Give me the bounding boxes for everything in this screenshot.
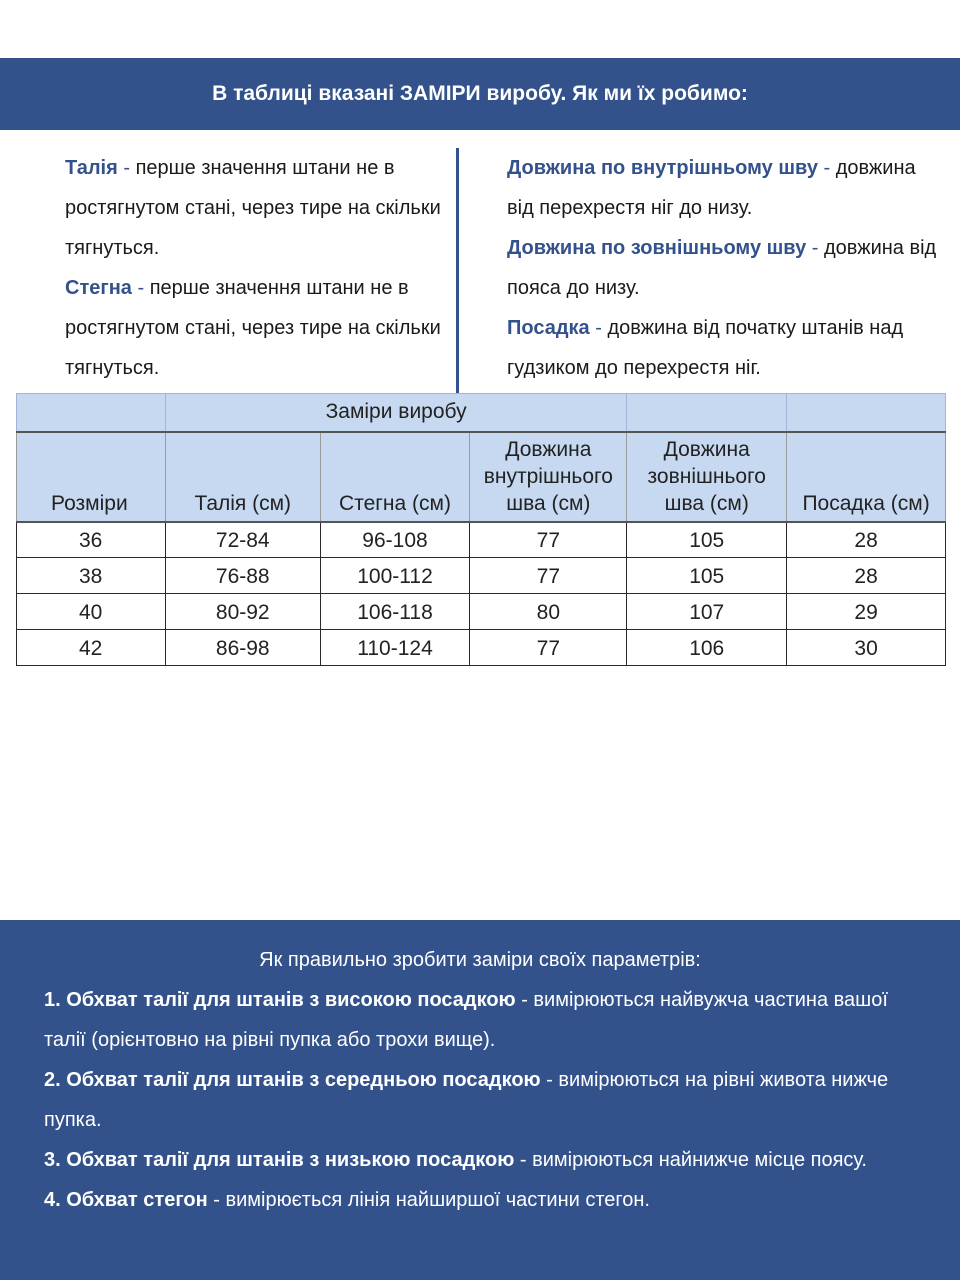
size-table <box>16 393 946 666</box>
table-cell: 96-108 <box>320 522 470 558</box>
definition-outseam <box>507 228 937 308</box>
table-cell: 72-84 <box>165 522 320 558</box>
definition-term: Посадка <box>507 317 590 339</box>
table-row <box>17 558 946 594</box>
tip-item <box>44 1140 934 1180</box>
definition-term: Талія <box>65 157 118 179</box>
table-banner-cell <box>627 394 787 432</box>
table-cell: 106 <box>627 630 787 666</box>
table-banner-cell <box>787 394 946 432</box>
definition-dash: - <box>589 317 608 339</box>
table-cell: 36 <box>17 522 166 558</box>
definition-inseam <box>507 148 937 228</box>
tips-list <box>44 980 934 1220</box>
table-cell: 40 <box>17 594 166 630</box>
header-line: зовнішнього <box>647 464 766 488</box>
definition-dash: - <box>806 237 824 259</box>
tip-item <box>44 980 934 1060</box>
definition-hips <box>65 268 445 388</box>
page-title-banner <box>0 58 960 130</box>
definitions-section <box>0 148 960 398</box>
tip-heading: 1. Обхват талії для штанів з високою посадкою <box>44 989 516 1011</box>
definition-text: довжина від пояса до низу. <box>507 237 937 299</box>
definition-text: довжина від початку штанів над гудзиком до перехрестя ніг. <box>507 317 904 379</box>
table-row <box>17 630 946 666</box>
column-header-waist: Талія (см) <box>165 432 320 522</box>
column-header-rise: Посадка (см) <box>787 432 946 522</box>
column-header-hips: Стегна (см) <box>320 432 470 522</box>
table-cell: 80 <box>470 594 627 630</box>
table-cell: 42 <box>17 630 166 666</box>
table-banner-row <box>17 394 946 432</box>
header-line: шва (см) <box>664 491 749 515</box>
tip-text: - вимірюються на рівні живота нижче пупка. <box>44 1069 889 1131</box>
measurement-tips-panel <box>0 920 960 1280</box>
tip-heading: 4. Обхват стегон <box>44 1189 208 1211</box>
tip-text: - вимірюються найнижче місце поясу. <box>514 1149 867 1171</box>
table-banner-title: Заміри виробу <box>165 394 626 432</box>
header-line: шва (см) <box>506 491 591 515</box>
definition-dash: - <box>131 277 150 299</box>
tips-title: Як правильно зробити заміри своїх параметрів: <box>259 949 701 971</box>
table-cell: 28 <box>787 558 946 594</box>
column-header-size: Розміри <box>17 432 166 522</box>
tip-item <box>44 1060 934 1140</box>
table-cell: 28 <box>787 522 946 558</box>
table-cell: 80-92 <box>165 594 320 630</box>
header-line: Довжина <box>505 437 592 461</box>
tip-heading: 3. Обхват талії для штанів з низькою посадкою <box>44 1149 515 1171</box>
definition-text: перше значення штани не в ростягнутом стані, через тире на скільки тягнуться. <box>65 157 441 259</box>
table-cell: 77 <box>470 558 627 594</box>
table-cell: 100-112 <box>320 558 470 594</box>
definition-term: Довжина по внутрішньому шву <box>507 157 818 179</box>
tip-text: - вимірюються найвужча частина вашої талії (орієнтовно на рівні пупка або трохи вище). <box>44 989 888 1051</box>
definition-waist <box>65 148 445 268</box>
table-cell: 38 <box>17 558 166 594</box>
header-line: внутрішнього <box>483 464 613 488</box>
tip-item <box>44 1180 934 1220</box>
definition-term: Стегна <box>65 277 132 299</box>
table-row <box>17 594 946 630</box>
table-header-row <box>17 432 946 522</box>
definitions-left-column <box>65 148 445 388</box>
tip-heading: 2. Обхват талії для штанів з середньою посадкою <box>44 1069 541 1091</box>
page-title: В таблиці вказані ЗАМІРИ виробу. Як ми їх робимо: <box>212 82 748 105</box>
definition-dash: - <box>817 157 836 179</box>
column-divider <box>456 148 459 396</box>
table-cell: 29 <box>787 594 946 630</box>
tip-text: - вимірюється лінія найширшої частини стегон. <box>207 1189 650 1211</box>
size-table-container <box>16 393 946 666</box>
table-cell: 76-88 <box>165 558 320 594</box>
table-cell: 77 <box>470 630 627 666</box>
table-cell: 105 <box>627 558 787 594</box>
table-cell: 106-118 <box>320 594 470 630</box>
table-cell: 30 <box>787 630 946 666</box>
table-cell: 77 <box>470 522 627 558</box>
header-line: Довжина <box>663 437 750 461</box>
table-row <box>17 522 946 558</box>
column-header-inseam <box>470 432 627 522</box>
table-cell: 110-124 <box>320 630 470 666</box>
table-cell: 105 <box>627 522 787 558</box>
column-header-outseam <box>627 432 787 522</box>
definition-dash: - <box>117 157 136 179</box>
definition-term: Довжина по зовнішньому шву <box>507 237 807 259</box>
definition-text: довжина від перехрестя ніг до низу. <box>507 157 916 219</box>
table-cell: 86-98 <box>165 630 320 666</box>
definition-rise <box>507 308 937 388</box>
table-cell: 107 <box>627 594 787 630</box>
definitions-right-column <box>507 148 937 388</box>
table-banner-cell <box>17 394 166 432</box>
definition-text: перше значення штани не в ростягнутом стані, через тире на скільки тягнуться. <box>65 277 441 379</box>
